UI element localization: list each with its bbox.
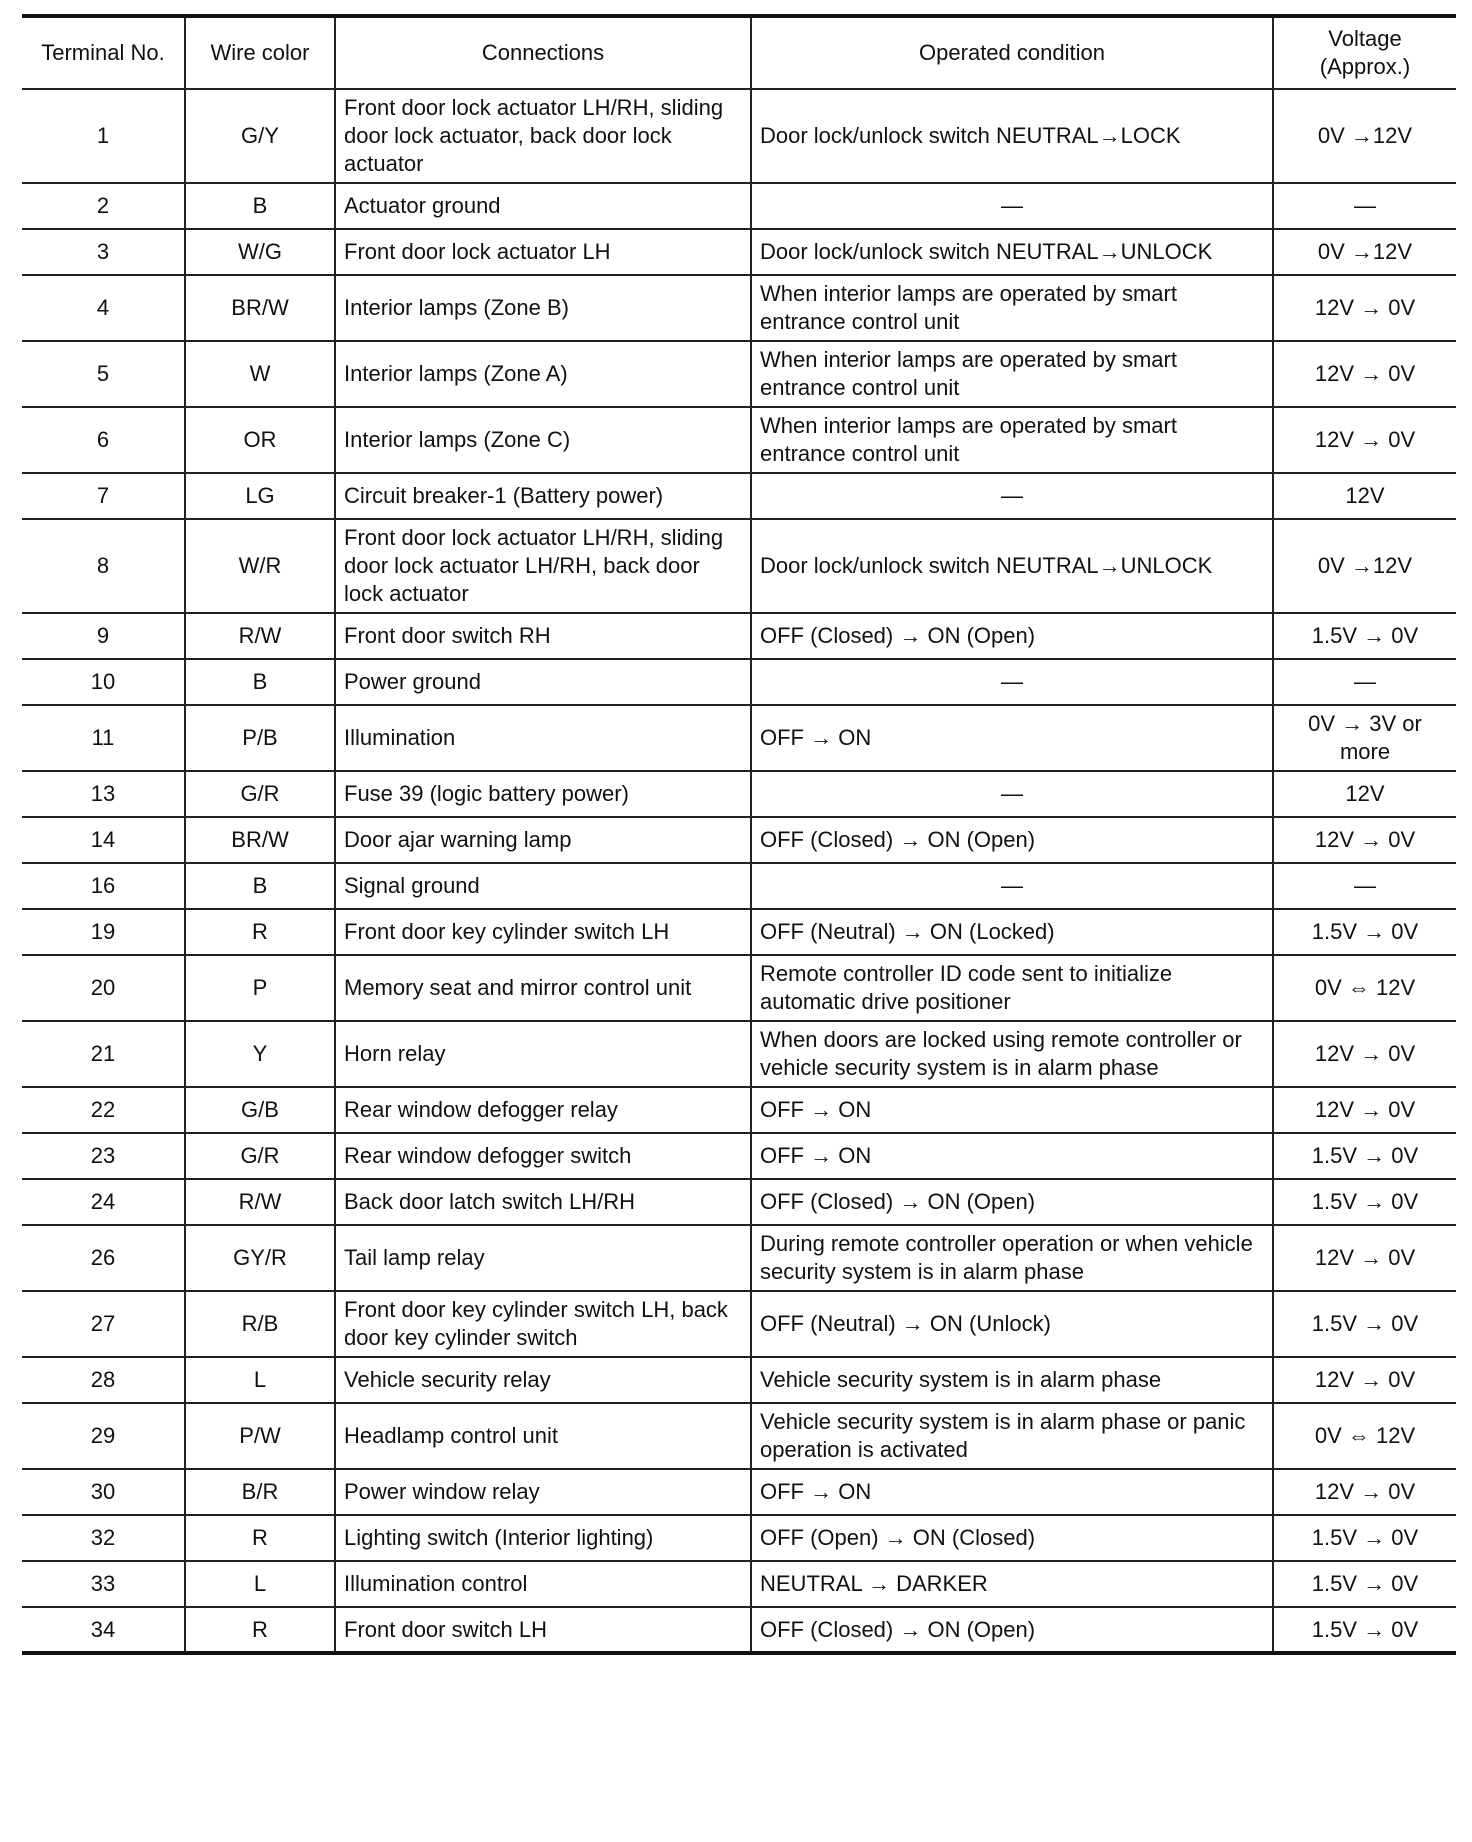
voltage-cell: 12V → 0V bbox=[1273, 817, 1456, 863]
voltage-cell: 1.5V → 0V bbox=[1273, 1607, 1456, 1653]
connection-cell: Circuit breaker-1 (Battery power) bbox=[335, 473, 751, 519]
connection-cell: Tail lamp relay bbox=[335, 1225, 751, 1291]
condition-cell: OFF (Closed) → ON (Open) bbox=[751, 1179, 1273, 1225]
header-wire-color: Wire color bbox=[185, 16, 335, 89]
condition-cell: Vehicle security system is in alarm phase or panic operation is activated bbox=[751, 1403, 1273, 1469]
wire-color-cell: G/B bbox=[185, 1087, 335, 1133]
connection-cell: Front door key cylinder switch LH, back door key cylinder switch bbox=[335, 1291, 751, 1357]
wire-color-cell: R bbox=[185, 1515, 335, 1561]
table-row bbox=[22, 659, 1456, 705]
voltage-cell: 1.5V → 0V bbox=[1273, 909, 1456, 955]
terminal-cell: 34 bbox=[22, 1607, 185, 1653]
condition-cell: OFF → ON bbox=[751, 705, 1273, 771]
connection-cell: Power ground bbox=[335, 659, 751, 705]
table-row bbox=[22, 341, 1456, 407]
table-row bbox=[22, 1357, 1456, 1403]
wire-color-cell: W bbox=[185, 341, 335, 407]
wire-color-cell: L bbox=[185, 1561, 335, 1607]
connection-cell: Front door lock actuator LH bbox=[335, 229, 751, 275]
condition-cell: — bbox=[751, 771, 1273, 817]
condition-cell: OFF (Closed) → ON (Open) bbox=[751, 1607, 1273, 1653]
voltage-cell: — bbox=[1273, 659, 1456, 705]
terminal-cell: 27 bbox=[22, 1291, 185, 1357]
header-connections: Connections bbox=[335, 16, 751, 89]
condition-cell: OFF → ON bbox=[751, 1087, 1273, 1133]
wire-color-cell: GY/R bbox=[185, 1225, 335, 1291]
terminal-cell: 33 bbox=[22, 1561, 185, 1607]
connection-cell: Back door latch switch LH/RH bbox=[335, 1179, 751, 1225]
terminal-cell: 6 bbox=[22, 407, 185, 473]
terminal-cell: 23 bbox=[22, 1133, 185, 1179]
wire-color-cell: G/R bbox=[185, 771, 335, 817]
voltage-cell: — bbox=[1273, 863, 1456, 909]
terminal-cell: 11 bbox=[22, 705, 185, 771]
header-terminal: Terminal No. bbox=[22, 16, 185, 89]
terminal-cell: 21 bbox=[22, 1021, 185, 1087]
wire-color-cell: P bbox=[185, 955, 335, 1021]
connection-cell: Illumination control bbox=[335, 1561, 751, 1607]
connection-cell: Signal ground bbox=[335, 863, 751, 909]
condition-cell: — bbox=[751, 183, 1273, 229]
table-row bbox=[22, 1469, 1456, 1515]
table-row bbox=[22, 1607, 1456, 1653]
condition-cell: OFF → ON bbox=[751, 1133, 1273, 1179]
connection-cell: Front door lock actuator LH/RH, sliding door lock actuator LH/RH, back door lock actuator bbox=[335, 519, 751, 613]
terminal-cell: 20 bbox=[22, 955, 185, 1021]
wire-color-cell: B bbox=[185, 183, 335, 229]
table-row bbox=[22, 955, 1456, 1021]
connection-cell: Memory seat and mirror control unit bbox=[335, 955, 751, 1021]
table-row bbox=[22, 89, 1456, 183]
terminal-cell: 22 bbox=[22, 1087, 185, 1133]
condition-cell: OFF (Neutral) → ON (Locked) bbox=[751, 909, 1273, 955]
table-row bbox=[22, 863, 1456, 909]
connection-cell: Interior lamps (Zone A) bbox=[335, 341, 751, 407]
table-body bbox=[22, 89, 1456, 1653]
table-row bbox=[22, 473, 1456, 519]
wire-color-cell: W/G bbox=[185, 229, 335, 275]
wire-color-cell: R bbox=[185, 1607, 335, 1653]
table-row bbox=[22, 1087, 1456, 1133]
voltage-cell: 0V → 3V or more bbox=[1273, 705, 1456, 771]
connection-cell: Interior lamps (Zone C) bbox=[335, 407, 751, 473]
terminal-cell: 30 bbox=[22, 1469, 185, 1515]
table-row bbox=[22, 1403, 1456, 1469]
voltage-cell: 0V ⇔ 12V bbox=[1273, 955, 1456, 1021]
table-row bbox=[22, 1225, 1456, 1291]
condition-cell: Door lock/unlock switch NEUTRAL→UNLOCK bbox=[751, 519, 1273, 613]
wire-color-cell: L bbox=[185, 1357, 335, 1403]
terminal-cell: 29 bbox=[22, 1403, 185, 1469]
condition-cell: Door lock/unlock switch NEUTRAL→UNLOCK bbox=[751, 229, 1273, 275]
voltage-cell: 0V →12V bbox=[1273, 89, 1456, 183]
condition-cell: OFF (Open) → ON (Closed) bbox=[751, 1515, 1273, 1561]
condition-cell: Door lock/unlock switch NEUTRAL→LOCK bbox=[751, 89, 1273, 183]
table-row bbox=[22, 1179, 1456, 1225]
wire-color-cell: W/R bbox=[185, 519, 335, 613]
connection-cell: Rear window defogger relay bbox=[335, 1087, 751, 1133]
condition-cell: OFF → ON bbox=[751, 1469, 1273, 1515]
table-row bbox=[22, 613, 1456, 659]
condition-cell: — bbox=[751, 473, 1273, 519]
table-row bbox=[22, 1291, 1456, 1357]
condition-cell: When interior lamps are operated by smart entrance control unit bbox=[751, 407, 1273, 473]
wire-color-cell: R/W bbox=[185, 1179, 335, 1225]
condition-cell: Vehicle security system is in alarm phase bbox=[751, 1357, 1273, 1403]
connection-cell: Fuse 39 (logic battery power) bbox=[335, 771, 751, 817]
connection-cell: Front door switch LH bbox=[335, 1607, 751, 1653]
table-row bbox=[22, 771, 1456, 817]
terminal-cell: 9 bbox=[22, 613, 185, 659]
header-operated-condition: Operated condition bbox=[751, 16, 1273, 89]
voltage-cell: — bbox=[1273, 183, 1456, 229]
connection-cell: Rear window defogger switch bbox=[335, 1133, 751, 1179]
terminal-cell: 26 bbox=[22, 1225, 185, 1291]
wire-color-cell: P/W bbox=[185, 1403, 335, 1469]
condition-cell: OFF (Closed) → ON (Open) bbox=[751, 817, 1273, 863]
terminal-cell: 8 bbox=[22, 519, 185, 613]
terminal-cell: 4 bbox=[22, 275, 185, 341]
wire-color-cell: B/R bbox=[185, 1469, 335, 1515]
voltage-cell: 12V → 0V bbox=[1273, 1469, 1456, 1515]
voltage-cell: 1.5V → 0V bbox=[1273, 1291, 1456, 1357]
table-row bbox=[22, 183, 1456, 229]
connection-cell: Vehicle security relay bbox=[335, 1357, 751, 1403]
voltage-cell: 12V → 0V bbox=[1273, 1087, 1456, 1133]
terminal-cell: 32 bbox=[22, 1515, 185, 1561]
terminal-cell: 7 bbox=[22, 473, 185, 519]
connection-cell: Lighting switch (Interior lighting) bbox=[335, 1515, 751, 1561]
table-row bbox=[22, 407, 1456, 473]
table-row bbox=[22, 1021, 1456, 1087]
condition-cell: — bbox=[751, 863, 1273, 909]
terminal-cell: 1 bbox=[22, 89, 185, 183]
condition-cell: When interior lamps are operated by smart entrance control unit bbox=[751, 341, 1273, 407]
terminal-cell: 19 bbox=[22, 909, 185, 955]
voltage-cell: 1.5V → 0V bbox=[1273, 1179, 1456, 1225]
table-row bbox=[22, 1515, 1456, 1561]
voltage-cell: 12V → 0V bbox=[1273, 1225, 1456, 1291]
voltage-cell: 12V bbox=[1273, 771, 1456, 817]
condition-cell: When interior lamps are operated by smart entrance control unit bbox=[751, 275, 1273, 341]
table-row bbox=[22, 229, 1456, 275]
wire-color-cell: G/Y bbox=[185, 89, 335, 183]
table-row bbox=[22, 1133, 1456, 1179]
header-voltage: Voltage (Approx.) bbox=[1273, 16, 1456, 89]
voltage-cell: 0V →12V bbox=[1273, 519, 1456, 613]
terminal-cell: 5 bbox=[22, 341, 185, 407]
connection-cell: Illumination bbox=[335, 705, 751, 771]
connection-cell: Door ajar warning lamp bbox=[335, 817, 751, 863]
terminal-cell: 14 bbox=[22, 817, 185, 863]
wire-color-cell: LG bbox=[185, 473, 335, 519]
voltage-cell: 1.5V → 0V bbox=[1273, 1133, 1456, 1179]
terminal-cell: 28 bbox=[22, 1357, 185, 1403]
voltage-cell: 0V ⇔ 12V bbox=[1273, 1403, 1456, 1469]
voltage-cell: 12V bbox=[1273, 473, 1456, 519]
terminal-cell: 13 bbox=[22, 771, 185, 817]
table-header bbox=[22, 16, 1456, 89]
condition-cell: — bbox=[751, 659, 1273, 705]
connection-cell: Interior lamps (Zone B) bbox=[335, 275, 751, 341]
connection-cell: Front door lock actuator LH/RH, sliding door lock actuator, back door lock actuator bbox=[335, 89, 751, 183]
wire-color-cell: P/B bbox=[185, 705, 335, 771]
wire-color-cell: B bbox=[185, 863, 335, 909]
table-row bbox=[22, 705, 1456, 771]
voltage-cell: 12V → 0V bbox=[1273, 341, 1456, 407]
voltage-cell: 1.5V → 0V bbox=[1273, 1515, 1456, 1561]
terminal-cell: 24 bbox=[22, 1179, 185, 1225]
table-row bbox=[22, 909, 1456, 955]
terminal-cell: 16 bbox=[22, 863, 185, 909]
wire-color-cell: OR bbox=[185, 407, 335, 473]
voltage-cell: 12V → 0V bbox=[1273, 1357, 1456, 1403]
voltage-cell: 1.5V → 0V bbox=[1273, 1561, 1456, 1607]
table-row bbox=[22, 817, 1456, 863]
terminal-cell: 10 bbox=[22, 659, 185, 705]
condition-cell: During remote controller operation or when vehicle security system is in alarm phase bbox=[751, 1225, 1273, 1291]
table-row bbox=[22, 1561, 1456, 1607]
connection-cell: Headlamp control unit bbox=[335, 1403, 751, 1469]
wire-color-cell: R/B bbox=[185, 1291, 335, 1357]
connection-cell: Actuator ground bbox=[335, 183, 751, 229]
connection-cell: Front door switch RH bbox=[335, 613, 751, 659]
terminal-cell: 3 bbox=[22, 229, 185, 275]
condition-cell: OFF (Neutral) → ON (Unlock) bbox=[751, 1291, 1273, 1357]
voltage-cell: 12V → 0V bbox=[1273, 275, 1456, 341]
condition-cell: When doors are locked using remote controller or vehicle security system is in alarm phase bbox=[751, 1021, 1273, 1087]
wire-color-cell: Y bbox=[185, 1021, 335, 1087]
condition-cell: Remote controller ID code sent to initialize automatic drive positioner bbox=[751, 955, 1273, 1021]
terminal-table-container bbox=[22, 14, 1456, 1655]
wire-color-cell: B bbox=[185, 659, 335, 705]
table-row bbox=[22, 275, 1456, 341]
wire-color-cell: R/W bbox=[185, 613, 335, 659]
wire-color-cell: BR/W bbox=[185, 275, 335, 341]
terminal-table bbox=[22, 14, 1456, 1655]
table-row bbox=[22, 519, 1456, 613]
header-row bbox=[22, 16, 1456, 89]
wire-color-cell: BR/W bbox=[185, 817, 335, 863]
voltage-cell: 1.5V → 0V bbox=[1273, 613, 1456, 659]
wire-color-cell: R bbox=[185, 909, 335, 955]
condition-cell: NEUTRAL → DARKER bbox=[751, 1561, 1273, 1607]
voltage-cell: 12V → 0V bbox=[1273, 1021, 1456, 1087]
connection-cell: Horn relay bbox=[335, 1021, 751, 1087]
condition-cell: OFF (Closed) → ON (Open) bbox=[751, 613, 1273, 659]
terminal-cell: 2 bbox=[22, 183, 185, 229]
wire-color-cell: G/R bbox=[185, 1133, 335, 1179]
voltage-cell: 0V →12V bbox=[1273, 229, 1456, 275]
connection-cell: Power window relay bbox=[335, 1469, 751, 1515]
voltage-cell: 12V → 0V bbox=[1273, 407, 1456, 473]
connection-cell: Front door key cylinder switch LH bbox=[335, 909, 751, 955]
